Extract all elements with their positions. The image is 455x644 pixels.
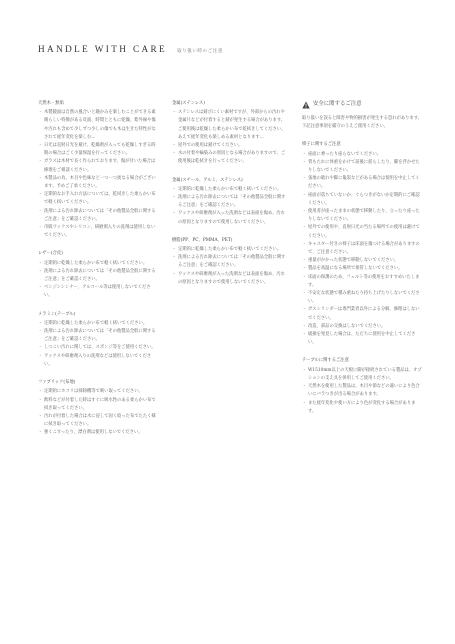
care-section	[172, 237, 287, 287]
section-title: ファブリック(布地)	[38, 380, 76, 386]
care-section	[302, 357, 422, 415]
section-title: メラミン(テーブル)	[38, 311, 76, 317]
care-item: ・ しつこい汚れに関しては、スポンジ等をご使用ください。	[38, 344, 156, 352]
care-item: ・ 屋外での使用や、直射日光の当たる場所での使用は避けてください。	[302, 224, 422, 240]
care-item: ・ 製品を高温になる場所で保管しないでください。	[302, 265, 422, 273]
column-materials-2	[172, 100, 287, 297]
section-title: 樹脂(PP、PC、PMMA、PET)	[172, 237, 233, 243]
care-item: ・ 重量がかかった状態で移動しないでください。	[302, 257, 422, 265]
care-section	[38, 100, 156, 240]
care-item: ・ 洗剤による汚れ除去については「その他製品全般に関するご注意」をご確認ください。	[172, 254, 287, 270]
care-item-list	[38, 388, 156, 437]
care-item-list	[38, 260, 156, 301]
care-item: ・ ワックスや研磨剤が入った洗剤などは表面を傷め、汚れの原因となりますので使用しないでください。	[172, 271, 287, 287]
care-item: ・ 洗剤による汚れ除去については「その他製品全般に関するご注意」をご確認ください。	[38, 268, 156, 284]
section-title: テーブルに関するご注意	[302, 358, 349, 364]
column-safety	[302, 100, 422, 426]
care-item-list	[172, 246, 287, 287]
care-item: ・ 洗剤による汚れ除去については「その他製品全般に関するご注意」をご確認ください。	[38, 328, 156, 344]
care-item-list	[172, 186, 287, 227]
care-item: ・ 木製鏡面は自然の風合いと趣かみを楽しむことができる素晴らしい特徴がある反面、時間とともに乾燥、紫外線や傷や汚れも含めて少しずつ少しの傷でも木は生きた特性がなされて経年変化を楽しむ...	[38, 109, 156, 142]
care-item: ・ また経年変化や使い方により色が変化する場合があります。	[302, 400, 422, 416]
care-item: ・ 使用者が座ったままの状態で移動したり、立ったり座ったりしないでください。	[302, 208, 422, 224]
column-materials-1	[38, 100, 156, 448]
care-item: ・ 座面に乗ったり座らないでください。	[302, 151, 422, 159]
care-item: ・ 背もたれに体重をかけて前後に揺らしたり、脚を浮かせたりしないでください。	[302, 159, 422, 175]
warning-icon	[302, 101, 310, 109]
care-item: ・ ベンジンシンナー、アルコール等は使用しないでください。	[38, 284, 156, 300]
section-title: 金属(ステンレス)	[172, 101, 205, 106]
care-item: ・ 定期的に乾燥した柔らかい布で軽く拭いてください。	[38, 320, 156, 328]
care-section	[172, 100, 287, 167]
care-item: ・ 定期的に乾燥した柔らかい布で軽く拭いてください。	[172, 186, 287, 194]
care-item: ・ 座面が落ちていないか、ぐらつきがないか定期的にご確認ください。	[302, 192, 422, 208]
care-item: ・ 床面の保護のため、フェルト等の使用をおすすめいたします。	[302, 274, 422, 290]
safety-heading	[302, 100, 422, 109]
safety-intro: 取り扱いを誤ると障害や物的損害が発生する恐れがあります。下記注意事項を厳守のうえご使用ください。	[302, 116, 422, 130]
care-item: ・ ガラスは木材で長く作られております。傷が付いた場合は修理をご相談ください。	[38, 158, 156, 174]
care-item: ・ 洗剤による汚れ除去については「その他製品全般に関するご注意」をご確認ください。	[172, 194, 287, 210]
safety-sections	[302, 141, 422, 416]
care-item-list	[38, 109, 156, 240]
page-subtitle: 取り扱い時のご注意	[177, 49, 223, 54]
care-section	[38, 250, 156, 300]
care-item: ・ ワックスや研磨剤が入った洗剤などは表面を傷め、汚れの原因となりますので使用しないでください。	[172, 210, 287, 226]
care-item: ・ キャスター付きの椅子は床面を傷つける場合がありますので、ご注意ください。	[302, 241, 422, 257]
care-item: ・ 定期的に乾燥した柔らかい布で軽く拭いてください。	[172, 246, 287, 254]
care-item: ・ ワックスや研磨剤入りの洗剤などは使用しないでください。	[38, 353, 156, 369]
care-item: ・ 定期的にホコリは掃除機等で吸い取ってください。	[38, 388, 156, 396]
care-item: ・ 市販ワックスやシリコン、研磨剤入りの洗剤は使用しないでください。	[38, 224, 156, 240]
section-title: 椅子に関するご注意	[302, 142, 341, 148]
care-item: ・ 不安定な状態で積み重ねたり持ち上げたりしないでください。	[302, 290, 422, 306]
safety-title: 安全に関するご注意	[313, 101, 362, 107]
care-item-list	[302, 367, 422, 416]
care-item: ・ 屋外での使用は避けてください。	[172, 142, 287, 150]
care-item-list	[172, 109, 287, 166]
care-item: ・ 張地の破れや脚に亀裂などがある場合は使用を中止してください。	[302, 175, 422, 191]
care-item: ・ 改造、部品の交換はしないでください。	[302, 323, 422, 331]
section-title: 天然木・無垢	[38, 101, 64, 106]
care-item-list	[302, 151, 422, 348]
care-item: ・ 飲料などが付着した時はすぐに吸水性のある柔らかい布で拭き取ってください。	[38, 397, 156, 413]
page-title: HANDLE WITH CARE	[38, 44, 168, 54]
section-title: レザー(合皮)	[38, 251, 63, 257]
care-section	[302, 141, 422, 347]
header	[38, 44, 223, 54]
care-item: ・ ステンレスは錆びにくい素材ですが、外部からの汚れや金属片などが付着すると錆が発生する場合があります。ご使用後は乾燥した柔らかい布で乾拭きしてください。あえて経年変化も楽しめる素材となります...	[172, 109, 287, 142]
care-item: ・ 日光は直射日光を避け、乾燥剤が入っても乾燥しすぎる時期の場合はごく少量保湿を行ってください。	[38, 142, 156, 158]
care-item: ・ 強くこすったり、漂白剤は使用しないでください。	[38, 429, 156, 437]
care-item: ・ 水の付着や輪染みの原因となる場合がありますので、ご使用後は乾拭きを行ってください。	[172, 150, 287, 166]
care-section	[172, 177, 287, 227]
care-item: ・ 定期的に乾燥した柔らかい布で軽く拭いてください。	[38, 260, 156, 268]
care-item: ・ 定期的なお手入れ方法については、乾拭きした柔らかい布で軽く拭いてください。	[38, 191, 156, 207]
care-item: ・ 洗剤による汚れ除去については「その他製品全般に関するご注意」をご確認ください。	[38, 208, 156, 224]
care-section	[38, 379, 156, 437]
care-item: ・ 破損を発見した場合は、ただちに使用を中止してください。	[302, 331, 422, 347]
care-item-list	[38, 320, 156, 369]
section-title: 金属(スチール、アルミ、ステンレス)	[172, 177, 243, 183]
care-item: ・ ガスシリンダーは専門業者以外による分解、修理はしないでください。	[302, 306, 422, 322]
care-item: ・ 木製品の為、木目や色味など一つ一つ異なる場合がございます。予めご了承ください。	[38, 175, 156, 191]
care-section	[38, 311, 156, 369]
care-item: ・ W1510mm以上の天板に脚が接続されている製品は、オプションの支え具を併用してご使用ください。	[302, 367, 422, 383]
care-item: ・ 天然木を使用した製品は、木目や節などの違いにより色合いにバラつきが出る場合があります。	[302, 383, 422, 399]
care-item: ・ 汚れが付着した場合は水に浸して固く絞った布でたたく様に拭き取ってください。	[38, 413, 156, 429]
